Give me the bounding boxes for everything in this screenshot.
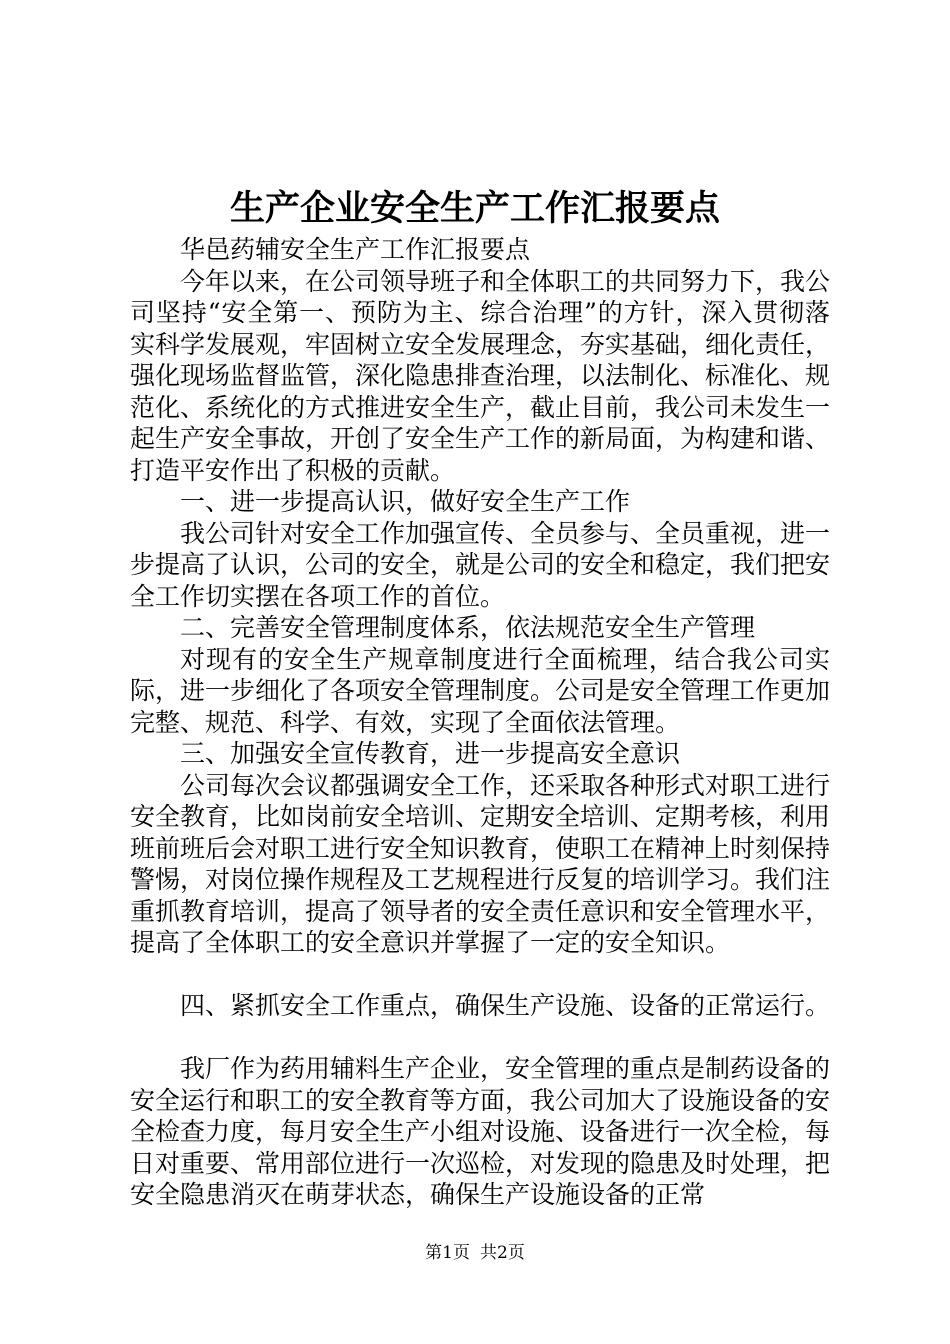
page-total: 共2页 [480, 1243, 525, 1263]
section-heading-4: 四、紧抓安全工作重点，确保生产设施、设备的正常运行。 [180, 991, 831, 1020]
section-paragraph-4: 我厂作为药用辅料生产企业，安全管理的重点是制药设备的安全运行和职工的安全教育等方面，我公司加大了设施设备的安全检查力度，每月安全生产小组对设施、设备进行一次全检，每日对重要、常用部位进行一次巡检，对发现的隐患及时处理，把安全隐患消灭在萌芽状态，确保生产设施设备的正常 [130, 1054, 831, 1209]
section-paragraph-1: 我公司针对安全工作加强宣传、全员参与、全员重视，进一步提高了认识，公司的安全，就是公司的安全和稳定，我们把安全工作切实摆在各项工作的首位。 [130, 518, 831, 611]
intro-paragraph: 今年以来，在公司领导班子和全体职工的共同努力下，我公司坚持“安全第一、预防为主、综合治理”的方针，深入贯彻落实科学发展观，牢固树立安全发展理念，夯实基础，细化责任，强化现场监督监管，深化隐患排查治理，以法制化、标准化、规范化、系统化的方式推进安全生产，截止目前，我公司未发生一起生产安全事故，开创了安全生产工作的新局面，为构建和谐、打造平安作出了积极的贡献。 [130, 266, 831, 485]
page-number: 第1页 [425, 1243, 470, 1263]
section-paragraph-3: 公司每次会议都强调安全工作，还采取各种形式对职工进行安全教育，比如岗前安全培训、定期安全培训、定期考核，利用班前班后会对职工进行安全知识教育，使职工在精神上时刻保持警惕，对岗位操作规程及工艺规程进行反复的培训学习。我们注重抓教育培训，提高了领导者的安全责任意识和安全管理水平，提高了全体职工的安全意识并掌握了一定的安全知识。 [130, 770, 831, 957]
section-heading-2: 二、完善安全管理制度体系，依法规范安全生产管理 [180, 613, 756, 642]
page-footer [0, 1243, 950, 1263]
section-heading-1: 一、进一步提高认识，做好安全生产工作 [180, 487, 631, 516]
document-title: 生产企业安全生产工作汇报要点 [229, 188, 720, 229]
document-body [130, 234, 830, 1211]
section-paragraph-2: 对现有的安全生产规章制度进行全面梳理，结合我公司实际，进一步细化了各项安全管理制度。公司是安全管理工作更加完整、规范、科学、有效，实现了全面依法管理。 [130, 644, 831, 737]
section-heading-3: 三、加强安全宣传教育，进一步提高安全意识 [180, 739, 681, 768]
subtitle-paragraph: 华邑药辅安全生产工作汇报要点 [180, 235, 531, 264]
